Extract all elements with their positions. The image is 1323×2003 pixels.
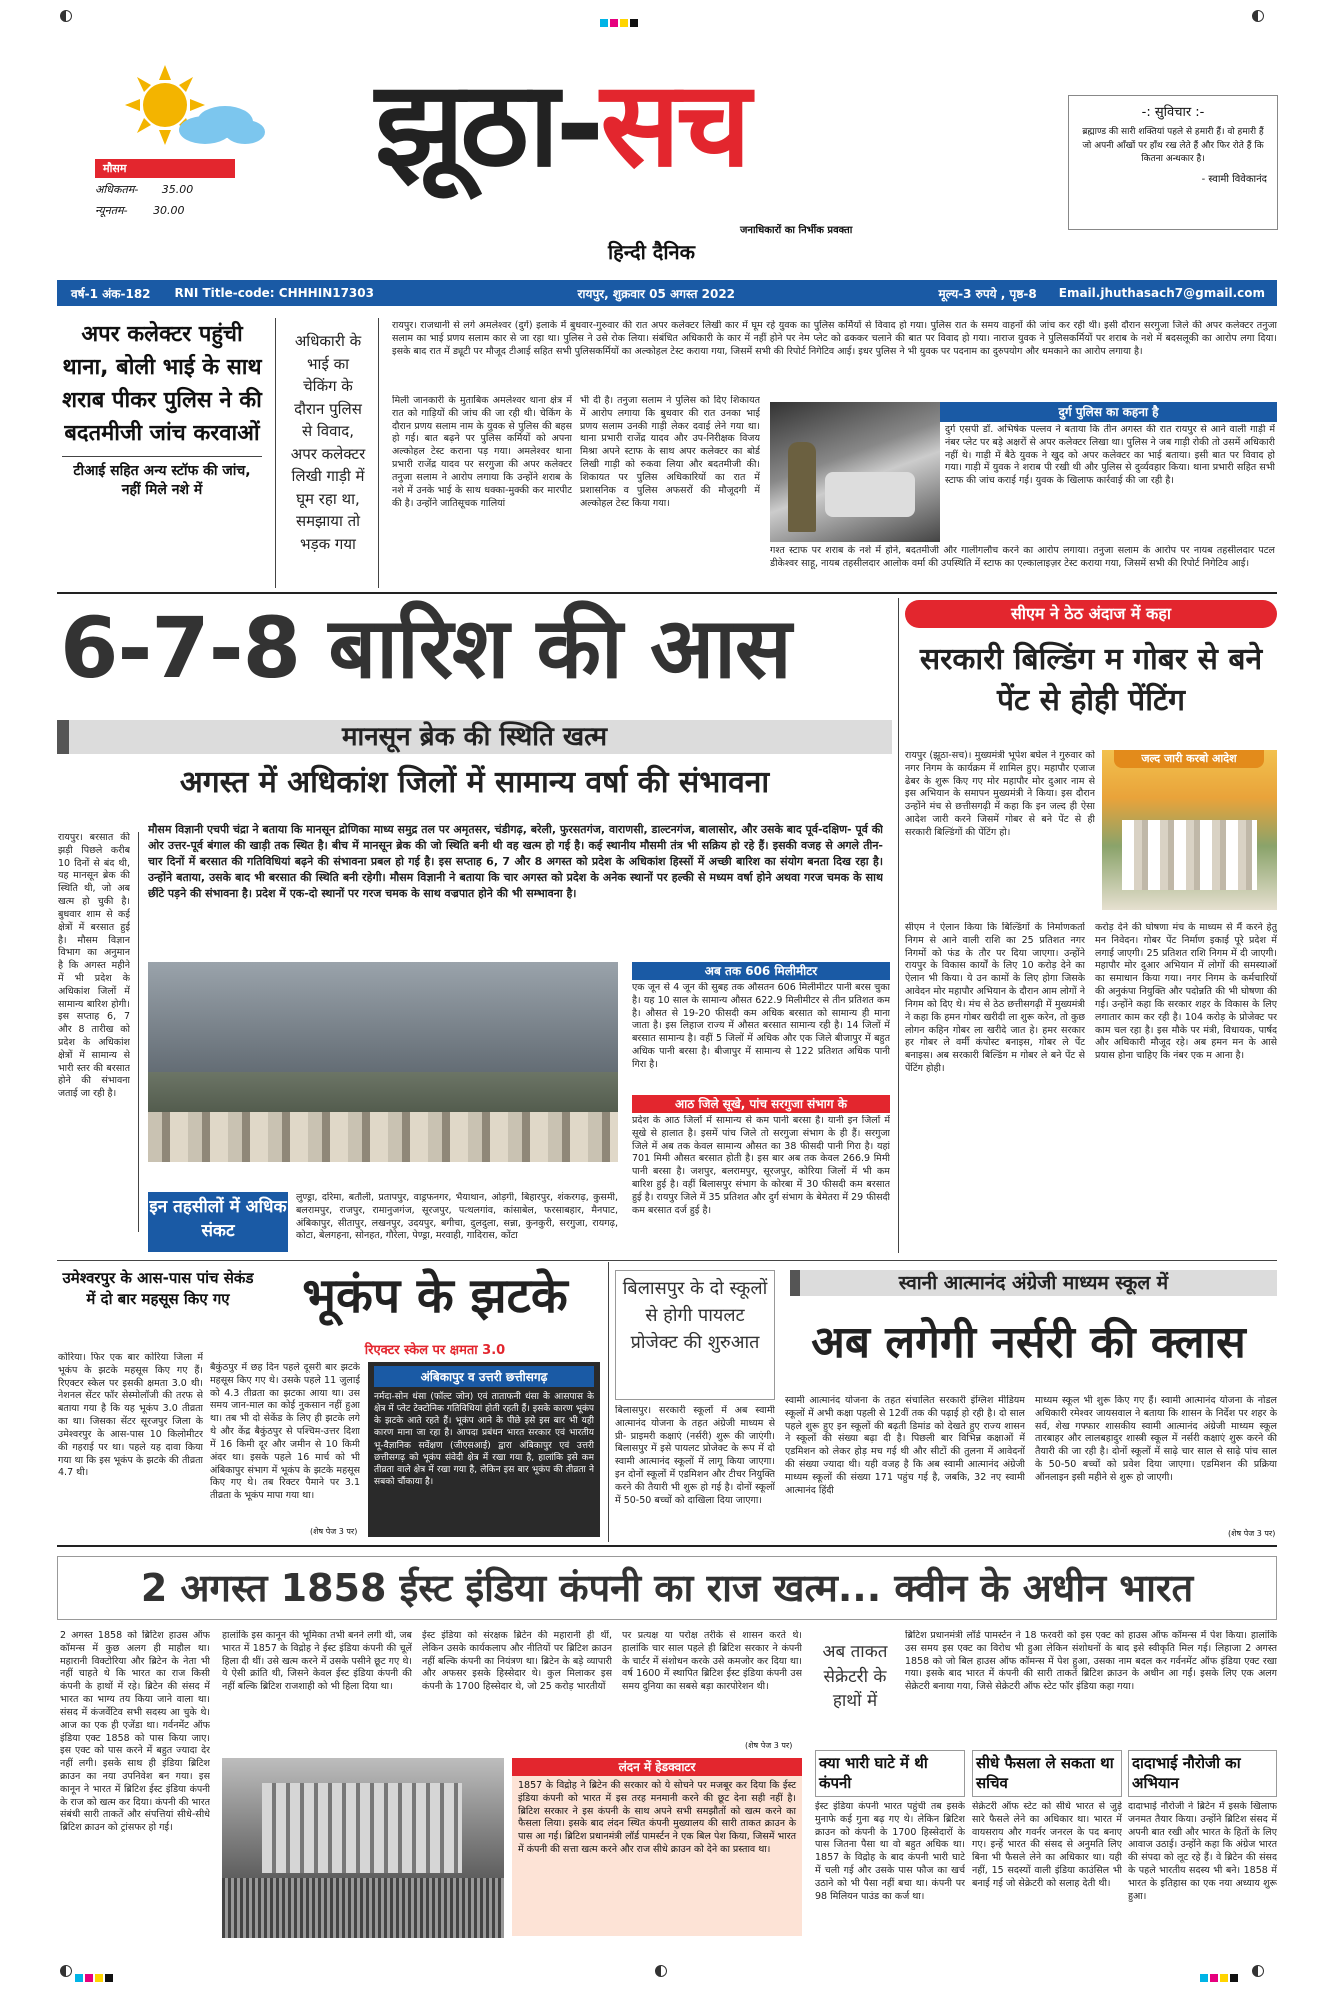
history-right-text: ब्रिटिश प्रधानमंत्री लॉर्ड पामर्स्टन ने 18 फरवरी को इस एक्ट को हाउस ऑफ कॉमन्स में पेश किया। हालांकि उस समय इस एक्ट का विरोध भी हुआ लेकिन संशोधनों के बाद इसे स्वीकृति मिल गई। लिहाजा 2 अगस्त 1858 को जो बिल हाउस ऑफ कॉमन्स में पेश हुआ, उसका नाम बदल कर गर्वनमेंट ऑफ इंडिया एक्ट रखा गया। इसके बाद भारत में कंपनी की सारी ताकतें ब्रिटिश क्राउन के अधीन आ गईं। इसके लिए एक अलग सेक्रेटरी बनाया गया, जिसे सेक्रेटरी ऑफ स्टेट फॉर इंडिया कहा गया। <box>905 1630 1277 1693</box>
rain-side-text: रायपुर। बरसात की झड़ी पिछले करीब 10 दिनों से बंद थी, यह मानसून ब्रेक की स्थिति थी, जो अब खत्म हो चुकी है। बुधवार शाम से कई क्षेत्रों में बरसात हुई है। मौसम विज्ञान विभाग का अनुमान है कि अगस्त महीने में भी प्रदेश के अधिकांश जिलों में सामान्य बारिश होगी। इस सप्ताह 6, 7 और 8 तारीख को प्रदेश के अधिकांश क्षेत्रों में सामान्य से भारी स्तर की बरसात होने की संभावना जताई जा रही है। <box>58 832 130 1100</box>
history-box-3 <box>1128 1750 1277 1938</box>
history-continued: (शेष पेज 3 पर) <box>745 1741 793 1750</box>
masthead-subtitle: हिन्दी दैनिक <box>608 240 696 264</box>
quake-box-text: नर्मदा-सोन धंसा (फॉल्ट जोन) एवं ताताफनी धंसा के आसपास के क्षेत्र में प्लेट टेक्टोनिक गतिविधियां होती रहती हैं। इसके कारण भूकंप के झटके आते रहते हैं। भूकंप आने के पीछे इसे इस बार भी यही कारण माना जा रहा है। आपदा प्रबंधन भारत सरकार एवं भारतीय भू-वैज्ञानिक सर्वेक्षण (जीएसआई) द्वारा अंबिकापुर एवं उत्तरी छत्तीसगढ़ को भूकंप संवेदी क्षेत्र में रखा गया है, हालांकि इसे कम तीव्रता वाले क्षेत्र में रखा गया है, लेकिन इस बार भूकंप की तीव्रता ने सबको चौंकाया है। <box>374 1392 594 1487</box>
story1-box-text: दुर्ग एसपी डॉ. अभिषेक पल्लव ने बताया कि तीन अगस्त की रात रायपुर से आने वाली गाड़ी में नंबर प्लेट पर बड़े अक्षरों से अपर कलेक्टर लिखा था। पुलिस ने जब गाड़ी रोकी तो उसमें अधिकारी नहीं थे। गाड़ी में बैठे युवक ने खुद को अपर कलेक्टर का भाई बताया। इसी बात पर विवाद हो गया। गाड़ी में युवक ने शराब पी रखी थी और पुलिस से दुर्व्यवहार किया। थाना प्रभारी सहित सभी स्टाफ की जांच कराई गई। युवक के खिलाफ कार्रवाई की जा रही है। <box>945 424 1275 487</box>
sun-cloud-icon <box>95 60 265 155</box>
history-box-1 <box>815 1750 965 1938</box>
history-box3-text: दादाभाई नौरोजी ने ब्रिटेन में इसके खिलाफ जनमत तैयार किया। उन्होंने ब्रिटिश संसद में अपनी बात रखी और भारत के हितों के लिए आवाज उठाई। उन्होंने कहा कि अंग्रेज भारत की संपदा को लूट रहे हैं। वे ब्रिटेन की संसद के पहले भारतीय सदस्य भी बने। 1858 में भारत के इतिहास का एक नया अध्याय शुरू हुआ। <box>1128 1801 1277 1902</box>
rain-photo <box>148 962 618 1162</box>
quote-author: - स्वामी विवेकानंद <box>1201 173 1267 185</box>
quake-box <box>368 1362 600 1537</box>
school-kicker-band <box>790 1270 1277 1296</box>
rain-box1-title: अब तक 606 मिलीमीटर <box>632 962 890 980</box>
color-bar <box>1200 1967 1240 1986</box>
story1-col1: मिली जानकारी के मुताबिक अमलेश्वर थाना क्षेत्र में रात को गाड़ियों की जांच की जा रही थी। चेकिंग के दौरान प्रणय सलाम नाम के युवक से पुलिस की बहस हो गई। बात बढ़ने पर पुलिस कर्मियों को अपना अल्कोहल टेस्ट कराना पड़ गया। अमलेश्वर थाना प्रभारी राजेंद्र यादव पर सरगुजा की अपर कलेक्टर तनुजा सलाम ने आरोप लगाया कि उन्होंने शराब के नशे में उनके भाई के साथ धक्का-मुक्की कर मारपीट की है। उन्होंने जातिसूचक गालियां <box>392 395 572 509</box>
story1-lead: रायपुर। राजधानी से लगे अमलेश्वर (दुर्ग) इलाके में बुधवार-गुरुवार की रात अपर कलेक्टर लिखी कार में घूम रहे युवक का पुलिस कर्मियों से विवाद हो गया। पुलिस रात के समय वाहनों की जांच कर रही थी। इसी दौरान सरगुजा जिले की अपर कलेक्टर तनुजा सलाम का भाई प्रणय सलाम कार से जा रहा था। पुलिस ने उसे रोक लिया। संबंधित अधिकारी के कार में नहीं होने पर नेम प्लेट को ढककर चलाने की बात पर विवाद हो गया। नाराज युवक ने पुलिसकर्मियों पर शराब के नशे में बदसलूकी का आरोप लगा दिया। इसके बाद रात में ड्यूटी पर मौजूद टीआई सहित सभी पुलिसकर्मियों का अल्कोहल टेस्ट कराया गया, जिसमें सभी की रिपोर्ट निगेटिव आई। इधर पुलिस ने भी युवक पर पदनाम का दुरुपयोग और धमकाने का आरोप लगाया है। <box>392 320 1277 357</box>
history-headline: 2 अगस्त 1858 ईस्ट इंडिया कंपनी का राज खत्म... क्वीन के अधीन भारत <box>57 1556 1277 1620</box>
school-text-2: स्वामी आत्मानंद योजना के तहत संचालित सरकारी इंग्लिश मीडियम स्कूलों में अभी कक्षा पहली से 12वीं तक की पढ़ाई हो रही है। दो साल पहले शुरू हुए इन स्कूलों की बढ़ती डिमांड को देखते हुए राज्य शासन ने स्कूलों की संख्या बढ़ा दी है। पिछली बार विभिन्न कक्षाओं में एडमिशन को लेकर होड़ मच गई थी और सीटों की तुलना में आवेदनों की संख्या ज्यादा थी। यही वजह है कि अब स्वामी आत्मानंद अंग्रेजी माध्यम स्कूलों की संख्या 171 पहुंच गई है, जबकि, 32 नए स्वामी आत्मानंद हिंदी <box>785 1395 1025 1496</box>
cm-text-2: सीएम ने ऐलान किया कि बिल्डिंगों के निर्माणकर्ता निगम से आने वाली राशि का 25 प्रतिशत नगर निगमों को फंड के तौर पर दिया जाएगा। उन्होंने रायपुर के विकास कार्यों के लिए 10 करोड़ देने का ऐलान भी किया। ये उन कामों के लिए होगा जिसके आवेदन मोर महापौर अभियान के दौरान आम लोगों ने निगम को दिए थे। मंच से ठेठ छत्तीसगढ़ी में मुख्यमंत्री ने कहा कि हमन गोबर खरीदी ला शुरू करेन, तो कुछ लोगन कहिन गोबर ला खरीदे जात हे। हमर सरकार हर गोबर ले वर्मी कंपोस्ट बनाइस, गोबर ले पेंट बनाइस। अब सरकारी बिल्डिंग म गोबर ले बने पेंट से पेंटिंग होही। <box>905 922 1085 1074</box>
cm-headline: सरकारी बिल्डिंग म गोबर से बने पेंट से होही पेंटिंग <box>919 642 1263 718</box>
issue-number: वर्ष-1 अंक-182 <box>71 286 151 301</box>
quake-text-1: कोरिया। फिर एक बार कोरिया जिला में भूकंप के झटके महसूस किए गए हैं। रिएक्टर स्केल पर इसकी क्षमता 3.0 थी। नेशनल सेंटर फॉर सेस्मोलॉजी की तरफ से बताया गया है कि यह भूकंप 3.0 तीव्रता का था। जिसका सेंटर सूरजपुर जिला के उमेश्वरपुर के आस-पास 10 किलोमीटर की गहराई पर था। पहले यह दावा किया गया था कि इस भूकंप के झटके की तीव्रता 4.7 थी। <box>58 1352 203 1479</box>
story1-headline: अपर कलेक्टर पहुंची थाना, बोली भाई के साथ शराब पीकर पुलिस ने की बदतमीजी जांच करवाओं टीआई सहित अन्य स्टॉफ की जांच, नहीं मिले नशे में <box>62 322 262 498</box>
rain-box2-title: आठ जिले सूखे, पांच सरगुजा संभाग के <box>632 1095 890 1113</box>
cm-photo-label: जल्द जारी करबो आदेश <box>1114 750 1264 768</box>
story1-pull-quote: अधिकारी के भाई का चेकिंग के दौरान पुलिस से विवाद, अपर कलेक्टर लिखी गाड़ी में घूम रहा था, समझाया तो भड़क गया <box>290 332 366 553</box>
rain-headline: 6-7-8 बारिश की आस <box>60 599 791 697</box>
history-text-4: पर प्रत्यक्ष या परोक्ष तरीके से शासन करते थे। हालांकि चार साल पहले ही ब्रिटिश सरकार ने कंपनी के चार्टर में संशोधन करके उसे कमजोर कर दिया था। वर्ष 1600 में स्थापित ब्रिटिश ईस्ट इंडिया कंपनी उस समय दुनिया का सबसे बड़ा कारपोरेशन थी। <box>622 1630 802 1693</box>
quake-kicker: रिएक्टर स्केल पर क्षमता 3.0 <box>364 1343 506 1358</box>
quake-text-2: बैकुंठपुर में छह दिन पहले दूसरी बार झटके महसूस किए गए थे। उसके पहले 11 जुलाई को 4.3 तीव्रता का झटका आया था। उस समय जान-माल का कोई नुकसान नहीं हुआ था। तब भी दो सेकेंड के लिए ही झटके लगे थे और केंद्र बैकुंठपुर से पश्चिम-उत्तर दिशा में 16 किमी दूर और जमीन से 10 किमी अंदर था। इसके पहले 16 मार्च को भी अंबिकापुर संभाग में भूकंप के झटके महसूस किए गए थे। तब रिक्टर पैमाने पर 3.1 तीव्रता के भूकंप मापा गया था। <box>210 1362 360 1502</box>
school-text-3: माध्यम स्कूल भी शुरू किए गए हैं। स्वामी आत्मानंद योजना के नोडल अधिकारी रमेश्वर जायसवाल ने बताया कि शासन के निर्देश पर शहर के सर्व, शेख गफ्फार शासकीय स्वामी आत्मानंद अंग्रेजी माध्यम स्कूल तारबाहर और लालबहादुर शास्त्री स्कूल में नर्सरी कक्षाएं शुरू करने की तैयारी की जा रही है। दोनों स्कूलों में साढ़े चार साल से साढ़े पांच साल के 50-50 बच्चों को प्रवेश दिया जाएगा। एडमिशन की प्रक्रिया ऑनलाइन इसी महीने से शुरू हो जाएगी। <box>1035 1395 1277 1483</box>
rain-kicker: मानसून ब्रेक की स्थिति खत्म <box>341 722 608 752</box>
quake-box-title: अंबिकापुर व उत्तरी छत्तीसगढ़ <box>374 1366 594 1387</box>
history-london-text: 1857 के विद्रोह ने ब्रिटेन की सरकार को ये सोचने पर मजबूर कर दिया कि ईस्ट इंडिया कंपनी को भारत में इस तरह मनमानी करने की छूट देना सही नहीं है। ब्रिटिश सरकार ने इस कंपनी के साथ अपने सभी समझौतों को खत्म करने का फैसला लिया। इसके बाद लंदन स्थित कंपनी मुख्यालय की सारी ताकत क्राउन के पास आ गई। ब्रिटिश प्रधानमंत्री लॉर्ड पामर्स्टन ने एक बिल पेश किया, जिसमें भारत में कंपनी की सत्ता खत्म करने और राज सीधे क्राउन को देने का प्रस्ताव था। <box>512 1776 802 1936</box>
title-right: सच <box>600 55 748 193</box>
school-side-head: बिलासपुर के दो स्कूलों से होगी पायलट प्रोजेक्ट की शुरुआत <box>615 1270 775 1400</box>
registration-mark <box>60 1965 72 1977</box>
history-side-head: अब ताकत सेक्रेटरी के हाथों में <box>822 1642 888 1712</box>
rain-kicker-band <box>57 720 892 754</box>
quote-text: ब्रह्माण्ड की सारी शक्तियां पहले से हमारी हैं। वो हमारी हैं जो अपनी आँखों पर हाँथ रख लेते हैं और फिर रोते हैं कि कितना अन्धकार है। <box>1082 127 1264 164</box>
cm-text-3: करोड़ देने की घोषणा मंच के माध्यम से मैं करने हेतु मन निवेदन। गोबर पेंट निर्माण इकाई पूरे प्रदेश में लगाई जाएगी। 25 प्रतिशत राशि निगम में दी जाएगी। महापौर मोर दुआर अभियान में लोगों की समस्याओं का समाधान किया गया। नगर निगम के कर्मचारियों की अनुकंपा नियुक्ति और पदोन्नति की भी घोषणा की गई। उन्होंने कहा कि सरकार शहर के विकास के लिए लगातार काम कर रही है। 104 करोड़ के प्रोजेक्ट पर काम चल रहा है। इस मौके पर मंत्री, विधायक, पार्षद और अधिकारी मौजूद रहे। अब हमन मन के आसे प्रयास होना चाहिए कि नंबर एक म आना है। <box>1095 922 1277 1062</box>
color-bar <box>75 1967 115 1986</box>
history-box1-text: ईस्ट इंडिया कंपनी भारत पहुंची तब इसके मुनाफे कई गुना बढ़ गए थे। लेकिन ब्रिटिश क्राउन को कंपनी के 1700 हिस्सेदारों के पास जितना पैसा था वो बहुत अधिक था। 1857 के विद्रोह के बाद कंपनी भारी घाटे में चली गई और उसके पास फौज का खर्च उठाने को भी पैसा नहीं बचा था। कंपनी पर 98 मिलियन पाउंड का कर्ज था। <box>815 1801 965 1902</box>
cm-text-1: रायपुर (झूठा-सच)। मुख्यमंत्री भूपेश बघेल ने गुरुवार को नगर निगम के कार्यक्रम में शामिल हुए। महापौर एजाज ढेबर के शुरू किए गए मोर महापौर मोर दुआर नाम से इस अभियान के समापन मुख्यमंत्री ने किया। इस दौरान उन्होंने मंच से छत्तीसगढ़ी में कहा कि इन जल्द ही ऐसा आदेश जारी करने जिसमें गोबर से बने पेंट से ही सरकारी बिल्डिंगों की पेंटिंग हो। <box>905 750 1095 838</box>
history-text-1: 2 अगस्त 1858 को ब्रिटिश हाउस ऑफ कॉमन्स में कुछ अलग ही माहौल था। महारानी विक्टोरिया और ब्रिटेन के नेता भी नहीं चाहते थे कि भारत का राज किसी कंपनी के हाथों में रहे। ब्रिटेन की संसद में भारत का भाग्य तय किया जाने वाला था। संसद में कंजर्वेटिव सभी सदस्य आ चुके थे। आज का एक ही एजेंडा था। गर्वनमेंट ऑफ इंडिया एक्ट 1858 को पास किया जाए। इस एक्ट को पास करने में बहुत ज्यादा देर नहीं लगी। इसके साथ ही इंडिया ब्रिटिश क्राउन का नया उपनिवेश बन गया। इस कानून ने भारत में ब्रिटिश ईस्ट इंडिया कंपनी के राज को खत्म कर दिया। कंपनी की भारत संबंधी सारी ताकतें और संपत्तियां सीधे-सीधे ब्रिटिश क्राउन को ट्रांसफर हो गई। <box>60 1630 210 1834</box>
registration-mark <box>1252 10 1264 22</box>
info-bar <box>57 280 1277 306</box>
cm-photo <box>1102 750 1277 910</box>
history-text-3: ईस्ट इंडिया को संरक्षक ब्रिटेन की महारानी ही थीं, लेकिन उसके कार्यकलाप और नीतियों पर ब्रिटिश क्राउन नहीं बल्कि कंपनी का नियंत्रण था। ब्रिटेन के बड़े व्यापारी और अफसर इसके हिस्सेदार थे। कुल मिलाकर इस कंपनी के 1700 हिस्सेदार थे, जो 25 करोड़ भारतीयों <box>422 1630 612 1693</box>
rain-photo-label: इन तहसीलों में अधिक संकट <box>148 1192 288 1252</box>
story1-subhead: टीआई सहित अन्य स्टॉफ की जांच, नहीं मिले नशे में <box>62 456 262 499</box>
rain-subhead: अगस्त में अधिकांश जिलों में सामान्य वर्षा की संभावना <box>179 765 770 800</box>
quake-headline: भूकंप के झटके <box>302 1268 568 1324</box>
registration-mark <box>655 1965 667 1977</box>
rni-code: RNI Title-code: CHHHIN17303 <box>174 286 374 300</box>
weather-label: मौसम <box>95 159 235 178</box>
rain-tehsil-list: लुण्ड्रा, दरिमा, बतौली, प्रतापपुर, वाड्रफनगर, भैयाथान, ओड़गी, बिहारपुर, शंकरगढ़, कुसमी, बलरामपुर, राजपुर, रामानुजगंज, सूरजपुर, पत्थलगांव, कांसाबेल, फरसाबहार, मैनपाट, अंबिकापुर, सीतापुर, लखनपुर, उदयपुर, बगीचा, दुलदुला, सन्ना, कुनकुरी, सरगुजा, रायगढ़, कोटा, बेलगहना, सोनहत, गौरेला, पेण्ड्रा, मरवाही, गादिरास, कोंटा <box>296 1192 618 1242</box>
registration-mark <box>60 10 72 22</box>
story1-box-title: दुर्ग पुलिस का कहना है <box>940 402 1277 422</box>
history-box2-text: सेक्रेटरी ऑफ स्टेट को सीधे भारत से जुड़े सारे फैसले लेने का अधिकार था। भारत में वायसराय और गवर्नर जनरल के पद बनाए गए। इन्हें भारत की संसद से अनुमति लिए बिना भी फैसले लेने का अधिकार था। यही नहीं, 15 सदस्यों वाली इंडिया काउंसिल भी बनाई गई जो सेक्रेटरी को सलाह देती थी। <box>972 1801 1122 1889</box>
quake-side-head: उमेश्वरपुर के आस-पास पांच सेकंड में दो बार महसूस किए गए <box>62 1269 254 1308</box>
quote-title: -: सुविचार :- <box>1141 105 1205 120</box>
registration-mark <box>1252 1965 1264 1977</box>
quake-continued: (शेष पेज 3 पर) <box>310 1527 358 1536</box>
cm-tag: सीएम ने ठेठ अंदाज में कहा <box>905 600 1277 628</box>
email: Email.jhuthasach7@gmail.com <box>1058 286 1265 300</box>
history-box2-title: सीधे फैसला ले सकता था सचिव <box>972 1750 1122 1797</box>
max-temp: अधिकतम- 35.00 <box>95 183 194 196</box>
weather-box <box>95 60 265 217</box>
school-kicker: स्वानी आत्मानंद अंग्रेजी माध्यम स्कूल में <box>898 1272 1169 1294</box>
history-london-title: लंदन में हेडक्वाटर <box>512 1758 802 1776</box>
rain-box2-text: प्रदेश के आठ जिलों में सामान्य से कम पानी बरसा है। यानी इन जिलों में सूखे से हालात है। इसमें पांच जिले तो सरगुजा संभाग के ही हैं। सरगुजा जिले में अब तक केवल सामान्य औसत का 38 फीसदी पानी गिरा है। यहां 701 मिमी औसत बरसात होती है। इस बार अब तक केवल 266.9 मिमी पानी बरसा है। जशपुर, बलरामपुर, सूरजपुर, कोरिया जिलों में भी कम बारिश हुई है। वहीं बिलासपुर संभाग के कोरबा में 30 फीसदी कम बरसात हुई है। रायपुर जिले में 35 प्रतिशत और दुर्ग संभाग के बेमेतरा में 29 फीसदी कम बरसात दर्ज हुई है। <box>632 1115 890 1216</box>
price: मूल्य-3 रुपये , पृष्ठ-8 <box>938 286 1037 301</box>
rain-lead: मौसम विज्ञानी एचपी चंद्रा ने बताया कि मानसून द्रोणिका माध्य समुद्र तल पर अमृतसर, चंडीगढ़, बरेली, फुरसतगंज, वाराणसी, डाल्टनगंज, बालासोर, और उसके बाद पूर्व-दक्षिण- पूर्व की ओर उत्तर-पूर्व बंगाल की खाड़ी तक स्थित है। बीच में मानसून ब्रेक की जो स्थिति बनी थी वह खत्म हो गई है। कई स्थानीय मौसमी तंत्र भी सक्रिय हो रहे हैं। इसकी वजह से अगले तीन-चार दिनों में बरसात की गतिविधियां बढ़ने की संभावना प्रबल हो गई है। इस सप्ताह 6, 7 और 8 अगस्त को प्रदेश के अधिकांश हिस्सों में अच्छी बारिश का संयोग बनता दिख रहा है। उन्होंने बताया, उसके बाद भी बरसात की स्थिति बनी रहेगी। मौसम विज्ञानी ने बताया कि चार अगस्त को प्रदेश के अनेक स्थानों पर हल्की से मध्यम वर्षा होने अथवा गरज चमक के साथ छींटे पड़ने की संभावना है। प्रदेश में एक-दो स्थानों पर गरज चमक के साथ वज्रपात होने की भी सम्भावना है। <box>148 823 883 900</box>
color-bar <box>600 12 640 31</box>
history-box-2 <box>972 1750 1122 1938</box>
quote-box <box>1068 95 1278 230</box>
history-photo <box>222 1758 504 1938</box>
school-text-1: बिलासपुर। सरकारी स्कूलों में अब स्वामी आत्मानंद योजना के तहत अंग्रेजी माध्यम से प्री- प्राइमरी कक्षाएं (नर्सरी) शुरू की जाएंगी। बिलासपुर में इसे पायलट प्रोजेक्ट के रूप में दो स्वामी आत्मानंद स्कूलों में लागू किया जाएगा। इन दोनों स्कूलों में एडमिशन और टीचर नियुक्ति करने की तैयारी भी शुरू हो गई है। दोनों स्कूलों में 50-50 बच्चों को दाखिला दिया जाएगा। <box>615 1405 775 1506</box>
school-continued: (शेष पेज 3 पर) <box>1228 1529 1276 1538</box>
story1-col2: भी दी है। तनुजा सलाम ने पुलिस को दिए शिकायत में आरोप लगाया कि बुधवार की रात उनका भाई प्रणय सलाम उनकी गाड़ी लेकर दवाई लेने गया था। थाना प्रभारी राजेंद्र यादव और उप-निरीक्षक विजय मिश्रा अपने स्टाफ के साथ अपर कलेक्टर का बोर्ड लिखी गाड़ी को रुकवा लिया और बदतमीजी की। शिकायत पर पुलिस अधिकारियों का रात में प्रशासनिक व पुलिस अफसरों की मौजूदगी में अल्कोहल टेस्ट किया गया। <box>580 395 760 509</box>
story1-photo-caption: गश्त स्टाफ पर शराब के नशे में होने, बदतमीजी और गालीगलौच करने का आरोप लगाया। तनुजा सलाम के आरोप पर नायब तहसीलदार पटल डीकेश्वर साहू, नायब तहसीलदार आलोक वर्मा की उपस्थिति में स्टाफ का एल्कालाइज़र टेस्ट कराया गया, जिसमें सभी की रिपोर्ट निगेटिव आई। <box>770 545 1275 569</box>
masthead-tagline: जनाधिकारों का निर्भीक प्रवक्ता <box>740 225 853 236</box>
history-box1-title: क्या भारी घाटे में थी कंपनी <box>815 1750 965 1797</box>
masthead-title <box>375 55 985 230</box>
story1-photo <box>770 402 940 542</box>
title-left: झूठा- <box>375 55 601 193</box>
history-text-2: हालांकि इस कानून की भूमिका तभी बनने लगी थी, जब भारत में 1857 के विद्रोह ने ईस्ट इंडिया कंपनी की चूलें हिला दी थीं। उसे खत्म करने में उसके पसीने छूट गए थे। ये ऐसी क्रांति थी, जिसने केवल ईस्ट इंडिया कंपनी की नहीं बल्कि ब्रिटिश राजशाही को भी हिला दिया था। <box>222 1630 412 1693</box>
issue-date: रायपुर, शुक्रवार 05 अगस्त 2022 <box>577 286 736 301</box>
school-headline: अब लगेगी नर्सरी की क्लास <box>811 1317 1246 1368</box>
rain-box1-text: एक जून से 4 जून की सुबह तक औसतन 606 मिलीमीटर पानी बरस चुका है। यह 10 साल के सामान्य औसत 622.9 मिलीमीटर से तीन प्रतिशत कम है। औसत से 19-20 फीसदी कम अधिक बरसात को सामान्य ही माना जाता है। इस लिहाज राज्य में औसत बरसात सामान्य रही है। 14 जिलों में बरसात सामान्य है। वहीं 5 जिलों में अधिक और एक जिले बीजापुर में बहुत अधिक पानी बरसा है। बीजापुर में सामान्य से 122 प्रतिशत अधिक पानी गिरा है। <box>632 982 890 1070</box>
history-box3-title: दादाभाई नौरोजी का अभियान <box>1128 1750 1277 1797</box>
min-temp: न्यूनतम- 30.00 <box>95 204 185 217</box>
